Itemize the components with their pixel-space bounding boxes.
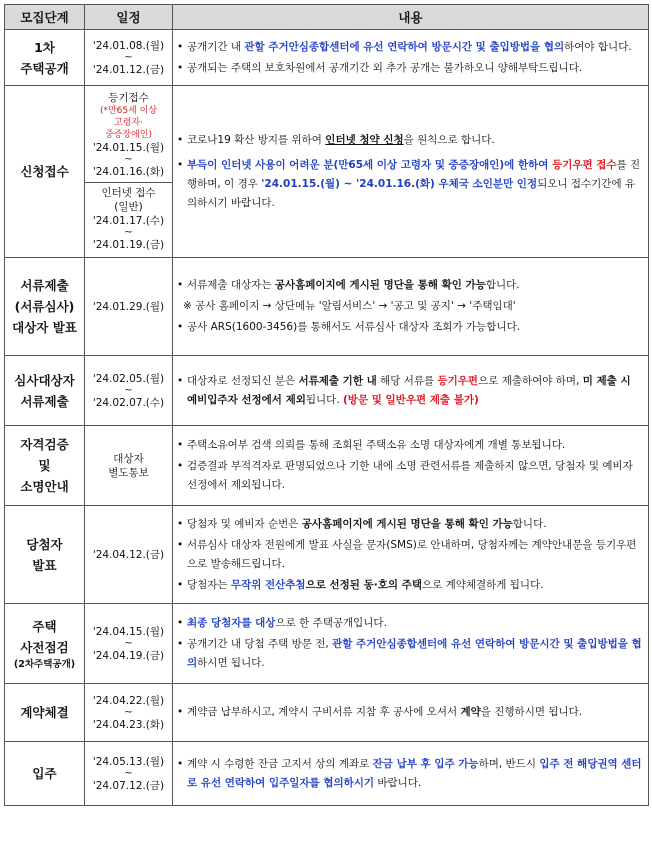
- content-cell: [173, 86, 649, 258]
- item-text: 바랍니다.: [374, 776, 422, 789]
- stage-label: 서류제출: [20, 278, 69, 293]
- list-item: [177, 576, 643, 595]
- stage-cell: [5, 86, 85, 258]
- date-tilde: ~: [124, 153, 133, 165]
- item-emphasis: 으로 선정된 동·호의 주택: [305, 578, 422, 591]
- item-text: 서류제출 대상자는: [187, 279, 275, 291]
- bullet-icon: •: [177, 158, 184, 171]
- bullet-icon: •: [177, 61, 184, 74]
- bullet-icon: •: [177, 706, 184, 718]
- date-end: '24.02.07.(수): [92, 396, 165, 409]
- table-row: [5, 426, 649, 506]
- header-stage: 모집단계: [5, 5, 85, 30]
- bullet-icon: •: [177, 517, 184, 530]
- mail-application-block: [85, 90, 172, 182]
- date-single: '24.01.29.(월): [92, 300, 165, 313]
- stage-label: (서류심사): [14, 299, 75, 314]
- item-text: 하며, 반드시: [478, 757, 540, 770]
- item-text: 하시면 됩니다.: [197, 657, 265, 669]
- table-header-row: [5, 5, 649, 30]
- date-start: '24.04.15.(월): [92, 625, 165, 638]
- stage-label: 사전점검: [20, 639, 69, 655]
- date-tilde: ~: [124, 706, 133, 718]
- list-item: [177, 703, 643, 722]
- stage-cell: [5, 356, 85, 426]
- date-tilde: ~: [124, 226, 133, 238]
- item-emphasis: 서류제출 기한 내: [298, 374, 377, 387]
- stage-label: 신청접수: [20, 164, 69, 179]
- item-text: 공사 ARS(1600-3456)를 통해서도 서류심사 대상자 조회가 가능합니다.: [187, 321, 521, 333]
- stage-label: 및: [38, 458, 51, 473]
- mail-note: 중증장애인): [105, 129, 152, 140]
- date-single: '24.04.12.(금): [92, 548, 165, 561]
- item-text: 당첨자는: [187, 578, 231, 591]
- list-item: [177, 318, 643, 337]
- list-item: [177, 372, 643, 410]
- item-text: 을 진행하시면 됩니다.: [480, 706, 583, 718]
- date-start: '24.01.17.(수): [92, 214, 165, 227]
- date-cell: [85, 684, 173, 742]
- bullet-icon: •: [177, 757, 184, 770]
- stage-label: 주택: [32, 618, 57, 634]
- bullet-icon: •: [177, 538, 184, 551]
- list-item: [177, 635, 643, 673]
- bullet-icon: •: [177, 374, 184, 387]
- mail-note: (*만65세 이상: [99, 105, 158, 116]
- date-cell: [85, 86, 173, 258]
- recruitment-schedule-table: [4, 4, 649, 806]
- item-emphasis: 입주 전 해당권역 센터로 유선 연락하여 입주일자를 협의하시기: [187, 757, 642, 789]
- item-emphasis: 등기우편: [437, 374, 479, 387]
- item-text: 으로 제출하여야 하며,: [478, 374, 583, 387]
- list-item: [177, 276, 643, 295]
- date-start: '24.01.08.(월): [92, 39, 165, 52]
- stage-cell: [5, 426, 85, 506]
- table-row: [5, 86, 649, 258]
- stage-label: 자격검증: [20, 437, 69, 452]
- date-start: '24.05.13.(월): [92, 755, 165, 768]
- stage-sublabel: (2차주택공개): [13, 658, 76, 670]
- item-emphasis: 미 제출 시 예비입주자 선정에서 제외: [187, 374, 631, 406]
- bullet-icon: •: [177, 460, 184, 472]
- stage-label: 입주: [32, 766, 57, 781]
- table-row: [5, 258, 649, 356]
- bullet-icon: •: [177, 321, 184, 333]
- date-start: '24.01.15.(월): [92, 141, 165, 154]
- mail-label: 등기접수: [108, 91, 149, 104]
- bullet-icon: •: [177, 279, 184, 291]
- item-text: 되오니 접수기간에 유의하시기 바랍니다.: [187, 177, 636, 209]
- online-label: (일반): [114, 200, 143, 213]
- content-cell: [173, 604, 649, 684]
- list-item: [177, 614, 643, 633]
- list-item: [177, 59, 643, 78]
- date-cell: [85, 356, 173, 426]
- bullet-icon: •: [177, 578, 184, 591]
- date-cell: [85, 742, 173, 806]
- list-item: [177, 755, 643, 793]
- content-cell: [173, 356, 649, 426]
- list-item: [177, 38, 643, 57]
- list-item: [177, 131, 643, 150]
- item-text: 으로 계약체결하게 됩니다.: [421, 578, 544, 591]
- date-end: '24.07.12.(금): [92, 779, 165, 792]
- item-text: 계약금 납부하시고, 계약시 구비서류 지참 후 공사에 오셔서: [187, 706, 461, 718]
- bullet-icon: •: [177, 617, 184, 629]
- content-cell: [173, 426, 649, 506]
- date-tilde: ~: [124, 637, 133, 649]
- content-cell: [173, 506, 649, 604]
- stage-cell: [5, 742, 85, 806]
- stage-cell: [5, 258, 85, 356]
- item-text: 으로 한 주택공개입니다.: [275, 617, 387, 629]
- date-cell: [85, 506, 173, 604]
- item-text: 합니다.: [512, 517, 547, 530]
- item-emphasis: 부득이 인터넷 사용이 어려운 분(만65세 이상 고령자 및 중증장애인)에 한하여: [187, 158, 553, 171]
- online-label: 인터넷 접수: [101, 186, 156, 199]
- date-text: 대상자: [113, 452, 144, 465]
- bullet-icon: •: [177, 133, 184, 146]
- item-text: 공개되는 주택의 보호차원에서 공개기간 외 추가 공개는 불가하오니 양해부탁드립니다.: [187, 61, 583, 74]
- date-end: '24.01.19.(금): [92, 238, 165, 251]
- date-text: 별도통보: [108, 466, 149, 479]
- date-end: '24.04.19.(금): [92, 649, 165, 662]
- item-emphasis: '24.01.15.(월) ~ '24.01.16.(화) 우체국 소인분만 인정: [261, 177, 538, 190]
- bullet-icon: •: [177, 40, 184, 53]
- item-text: 대상자로 선정되신 분은: [187, 374, 299, 387]
- date-cell: [85, 258, 173, 356]
- date-end: '24.01.12.(금): [92, 63, 165, 76]
- content-cell: [173, 742, 649, 806]
- item-emphasis: 공사홈페이지에 게시된 명단을 통해 확인 가능: [274, 279, 486, 291]
- item-text: 코로나19 확산 방지를 위하여: [187, 133, 326, 146]
- header-schedule: 일정: [85, 5, 173, 30]
- item-emphasis: 공사홈페이지에 게시된 명단을 통해 확인 가능: [301, 517, 513, 530]
- stage-label: 당첨자: [26, 536, 63, 552]
- list-item: [177, 156, 643, 213]
- item-text: 을 원칙으로 합니다.: [403, 133, 495, 146]
- item-emphasis: (방문 및 일반우편 제출 불가): [343, 393, 479, 406]
- item-text: 검증결과 부적격자로 판명되었으나 기한 내에 소명 관련서류를 제출하지 않으면, 당첨자 및 예비자 선정에서 제외됩니다.: [187, 460, 633, 491]
- mail-note: 고령자·: [114, 117, 143, 128]
- item-emphasis: 잔금 납부 후 입주 가능: [372, 757, 479, 770]
- item-text: 공개기간 내: [187, 40, 245, 53]
- date-start: '24.04.22.(월): [92, 694, 165, 707]
- bullet-icon: •: [177, 439, 184, 451]
- stage-label: 서류제출: [20, 393, 69, 409]
- item-text: 하여야 합니다.: [564, 40, 632, 53]
- item-emphasis: 무작위 전산추첨: [230, 578, 306, 591]
- content-cell: [173, 684, 649, 742]
- date-cell: [85, 426, 173, 506]
- stage-label: 심사대상자: [14, 372, 75, 388]
- date-cell: [85, 30, 173, 86]
- stage-cell: [5, 604, 85, 684]
- stage-label: 주택공개: [20, 60, 69, 76]
- online-application-block: [85, 182, 172, 254]
- list-item: [177, 457, 643, 495]
- date-tilde: ~: [124, 51, 133, 63]
- table-row: [5, 506, 649, 604]
- item-emphasis: 등기우편 접수: [552, 158, 617, 171]
- item-text: 주택소유여부 검색 의뢰를 통해 조회된 주택소유 소명 대상자에게 개별 통보됩니다.: [187, 439, 566, 451]
- stage-label: 발표: [32, 557, 57, 573]
- list-item: [177, 436, 643, 455]
- item-text: 됩니다.: [305, 393, 343, 406]
- note-text: ※ 공사 홈페이지 → 상단메뉴 '알림서비스' → '공고 및 공지' → '주택임대': [183, 300, 516, 312]
- bullet-icon: •: [177, 638, 184, 650]
- item-text: 공개기간 내 당첨 주택 방문 전,: [187, 638, 333, 650]
- table-row: [5, 684, 649, 742]
- date-start: '24.02.05.(월): [92, 372, 165, 385]
- item-emphasis: 인터넷 청약 신청: [325, 133, 404, 146]
- list-item: [177, 515, 643, 534]
- content-cell: [173, 258, 649, 356]
- stage-label: 계약체결: [20, 705, 69, 720]
- item-emphasis: 관할 주거안심종합센터에 유선 연락하여 방문시간 및 출입방법을 협의: [244, 40, 565, 53]
- date-end: '24.04.23.(화): [92, 718, 165, 731]
- stage-cell: [5, 30, 85, 86]
- stage-label: 대상자 발표: [12, 320, 77, 335]
- header-content: 내용: [173, 5, 649, 30]
- item-text: 계약 시 수령한 잔금 고지서 상의 계좌로: [187, 757, 373, 770]
- date-tilde: ~: [124, 767, 133, 779]
- item-text: 해당 서류를: [376, 374, 438, 387]
- item-emphasis: 관할 주거안심종합센터에 유선 연락하여 방문시간 및 출입방법을 협의: [187, 638, 642, 669]
- date-tilde: ~: [124, 384, 133, 396]
- item-text: 합니다.: [485, 279, 520, 291]
- item-text: 당첨자 및 예비자 순번은: [187, 517, 302, 530]
- list-item: [177, 536, 643, 574]
- stage-label: 1차: [34, 39, 55, 55]
- date-cell: [85, 604, 173, 684]
- table-row: [5, 356, 649, 426]
- table-row: [5, 30, 649, 86]
- content-cell: [173, 30, 649, 86]
- item-emphasis: 최종 당첨자를 대상: [187, 617, 276, 629]
- table-row: [5, 742, 649, 806]
- item-emphasis: 계약: [460, 706, 481, 718]
- item-text: 서류심사 대상자 전원에게 발표 사실을 문자(SMS)로 안내하며, 당첨자께는 계약안내문을 등기우편으로 발송해드립니다.: [187, 538, 637, 570]
- stage-cell: [5, 684, 85, 742]
- stage-cell: [5, 506, 85, 604]
- table-row: [5, 604, 649, 684]
- stage-label: 소명안내: [20, 479, 69, 494]
- date-end: '24.01.16.(화): [92, 165, 165, 178]
- item-text: 를 진행하며, 이 경우: [187, 158, 641, 190]
